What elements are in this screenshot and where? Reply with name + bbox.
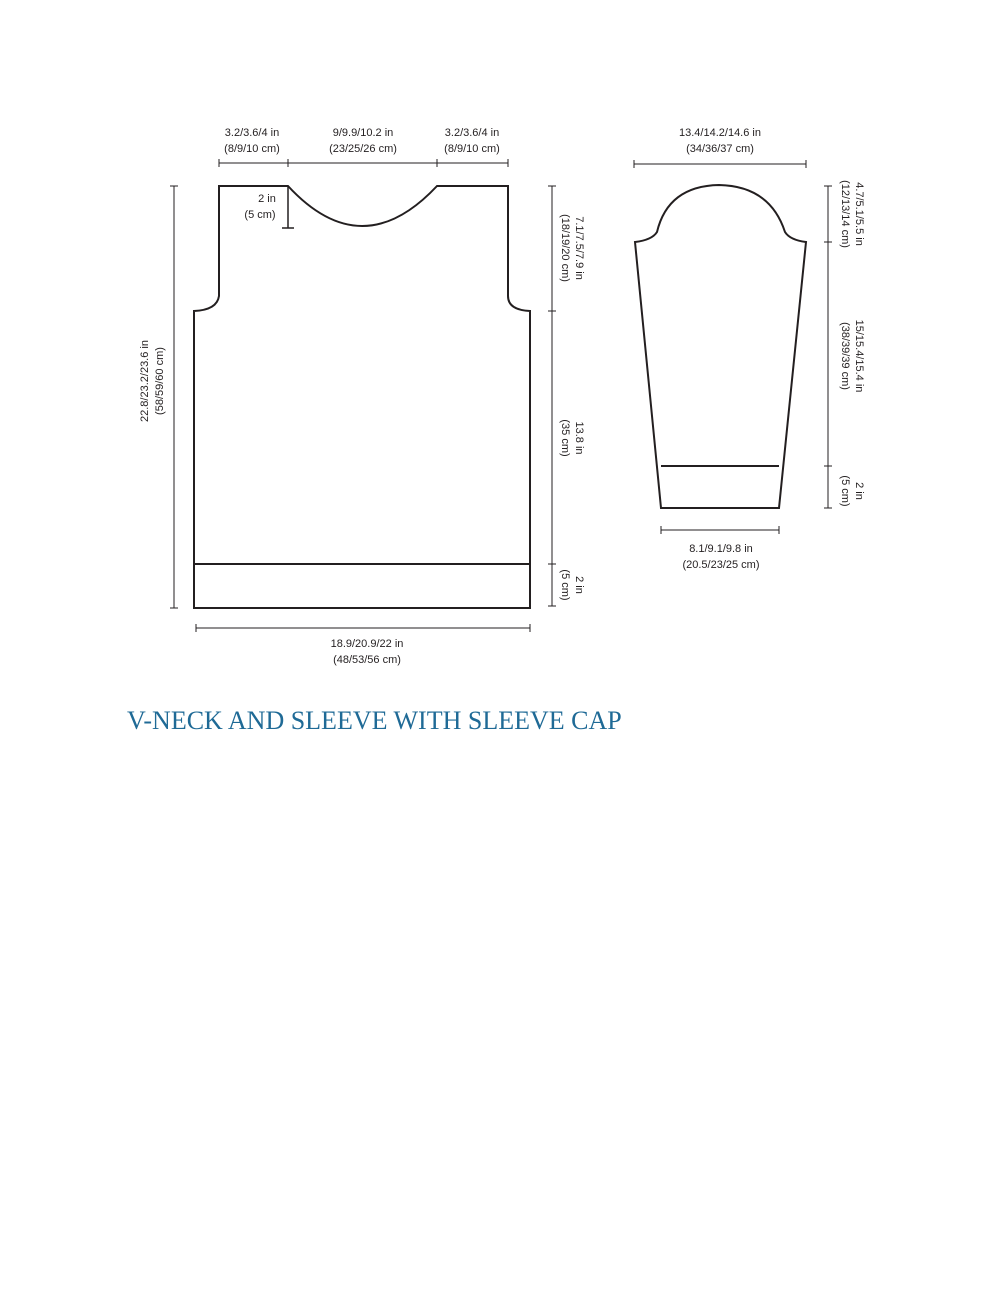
cap-height-in: 4.7/5.1/5.5 in [853, 182, 865, 246]
body-right-dimension [548, 186, 556, 606]
sleeve-right-dimension [824, 186, 832, 508]
body-outline [194, 186, 530, 608]
cuff-width-cm: (20.5/23/25 cm) [682, 559, 760, 571]
total-length-in: 22.8/23.2/23.6 in [139, 340, 151, 422]
sleeve-length-cm: (38/39/39 cm) [839, 322, 851, 390]
sleeve-upper-width-cm: (34/36/37 cm) [686, 143, 754, 155]
sleeve-top-dimension [634, 160, 806, 168]
shoulder-left-cm: (8/9/10 cm) [224, 143, 280, 155]
neck-depth-in: 2 in [258, 193, 276, 205]
cuff-width-dimension [661, 526, 779, 534]
section-title: V-NECK AND SLEEVE WITH SLEEVE CAP [127, 706, 622, 735]
sleeve-outline [635, 185, 806, 508]
body-length-in: 13.8 in [573, 421, 585, 455]
cuff-cm: (5 cm) [839, 475, 851, 507]
ribbing-cm: (5 cm) [559, 569, 571, 601]
body-length-cm: (35 cm) [559, 419, 571, 457]
armhole-depth-cm: (18/19/20 cm) [559, 214, 571, 282]
body-width-cm: (48/53/56 cm) [333, 654, 401, 666]
neck-depth-cm: (5 cm) [244, 209, 276, 221]
armhole-depth-in: 7.1/7.5/7.9 in [573, 216, 585, 280]
neck-width-cm: (23/25/26 cm) [329, 143, 397, 155]
ribbing-in: 2 in [573, 576, 585, 594]
shoulder-right-cm: (8/9/10 cm) [444, 143, 500, 155]
neck-width-in: 9/9.9/10.2 in [332, 127, 394, 139]
cuff-width-in: 8.1/9.1/9.8 in [689, 543, 753, 555]
total-length-dimension [170, 186, 178, 608]
total-length-cm: (58/59/60 cm) [154, 347, 166, 415]
shoulder-right-in: 3.2/3.6/4 in [444, 127, 500, 139]
sleeve-upper-width-in: 13.4/14.2/14.6 in [679, 127, 761, 139]
shoulder-left-in: 3.2/3.6/4 in [224, 127, 280, 139]
body-top-dimension [219, 159, 508, 167]
neck-depth-dimension [282, 186, 294, 228]
sleeve-piece [634, 127, 865, 571]
body-width-in: 18.9/20.9/22 in [330, 638, 404, 650]
body-piece [139, 127, 585, 666]
body-width-dimension [196, 624, 530, 632]
cap-height-cm: (12/13/14 cm) [839, 180, 851, 248]
cuff-in: 2 in [853, 482, 865, 500]
sleeve-length-in: 15/15.4/15.4 in [853, 319, 865, 393]
